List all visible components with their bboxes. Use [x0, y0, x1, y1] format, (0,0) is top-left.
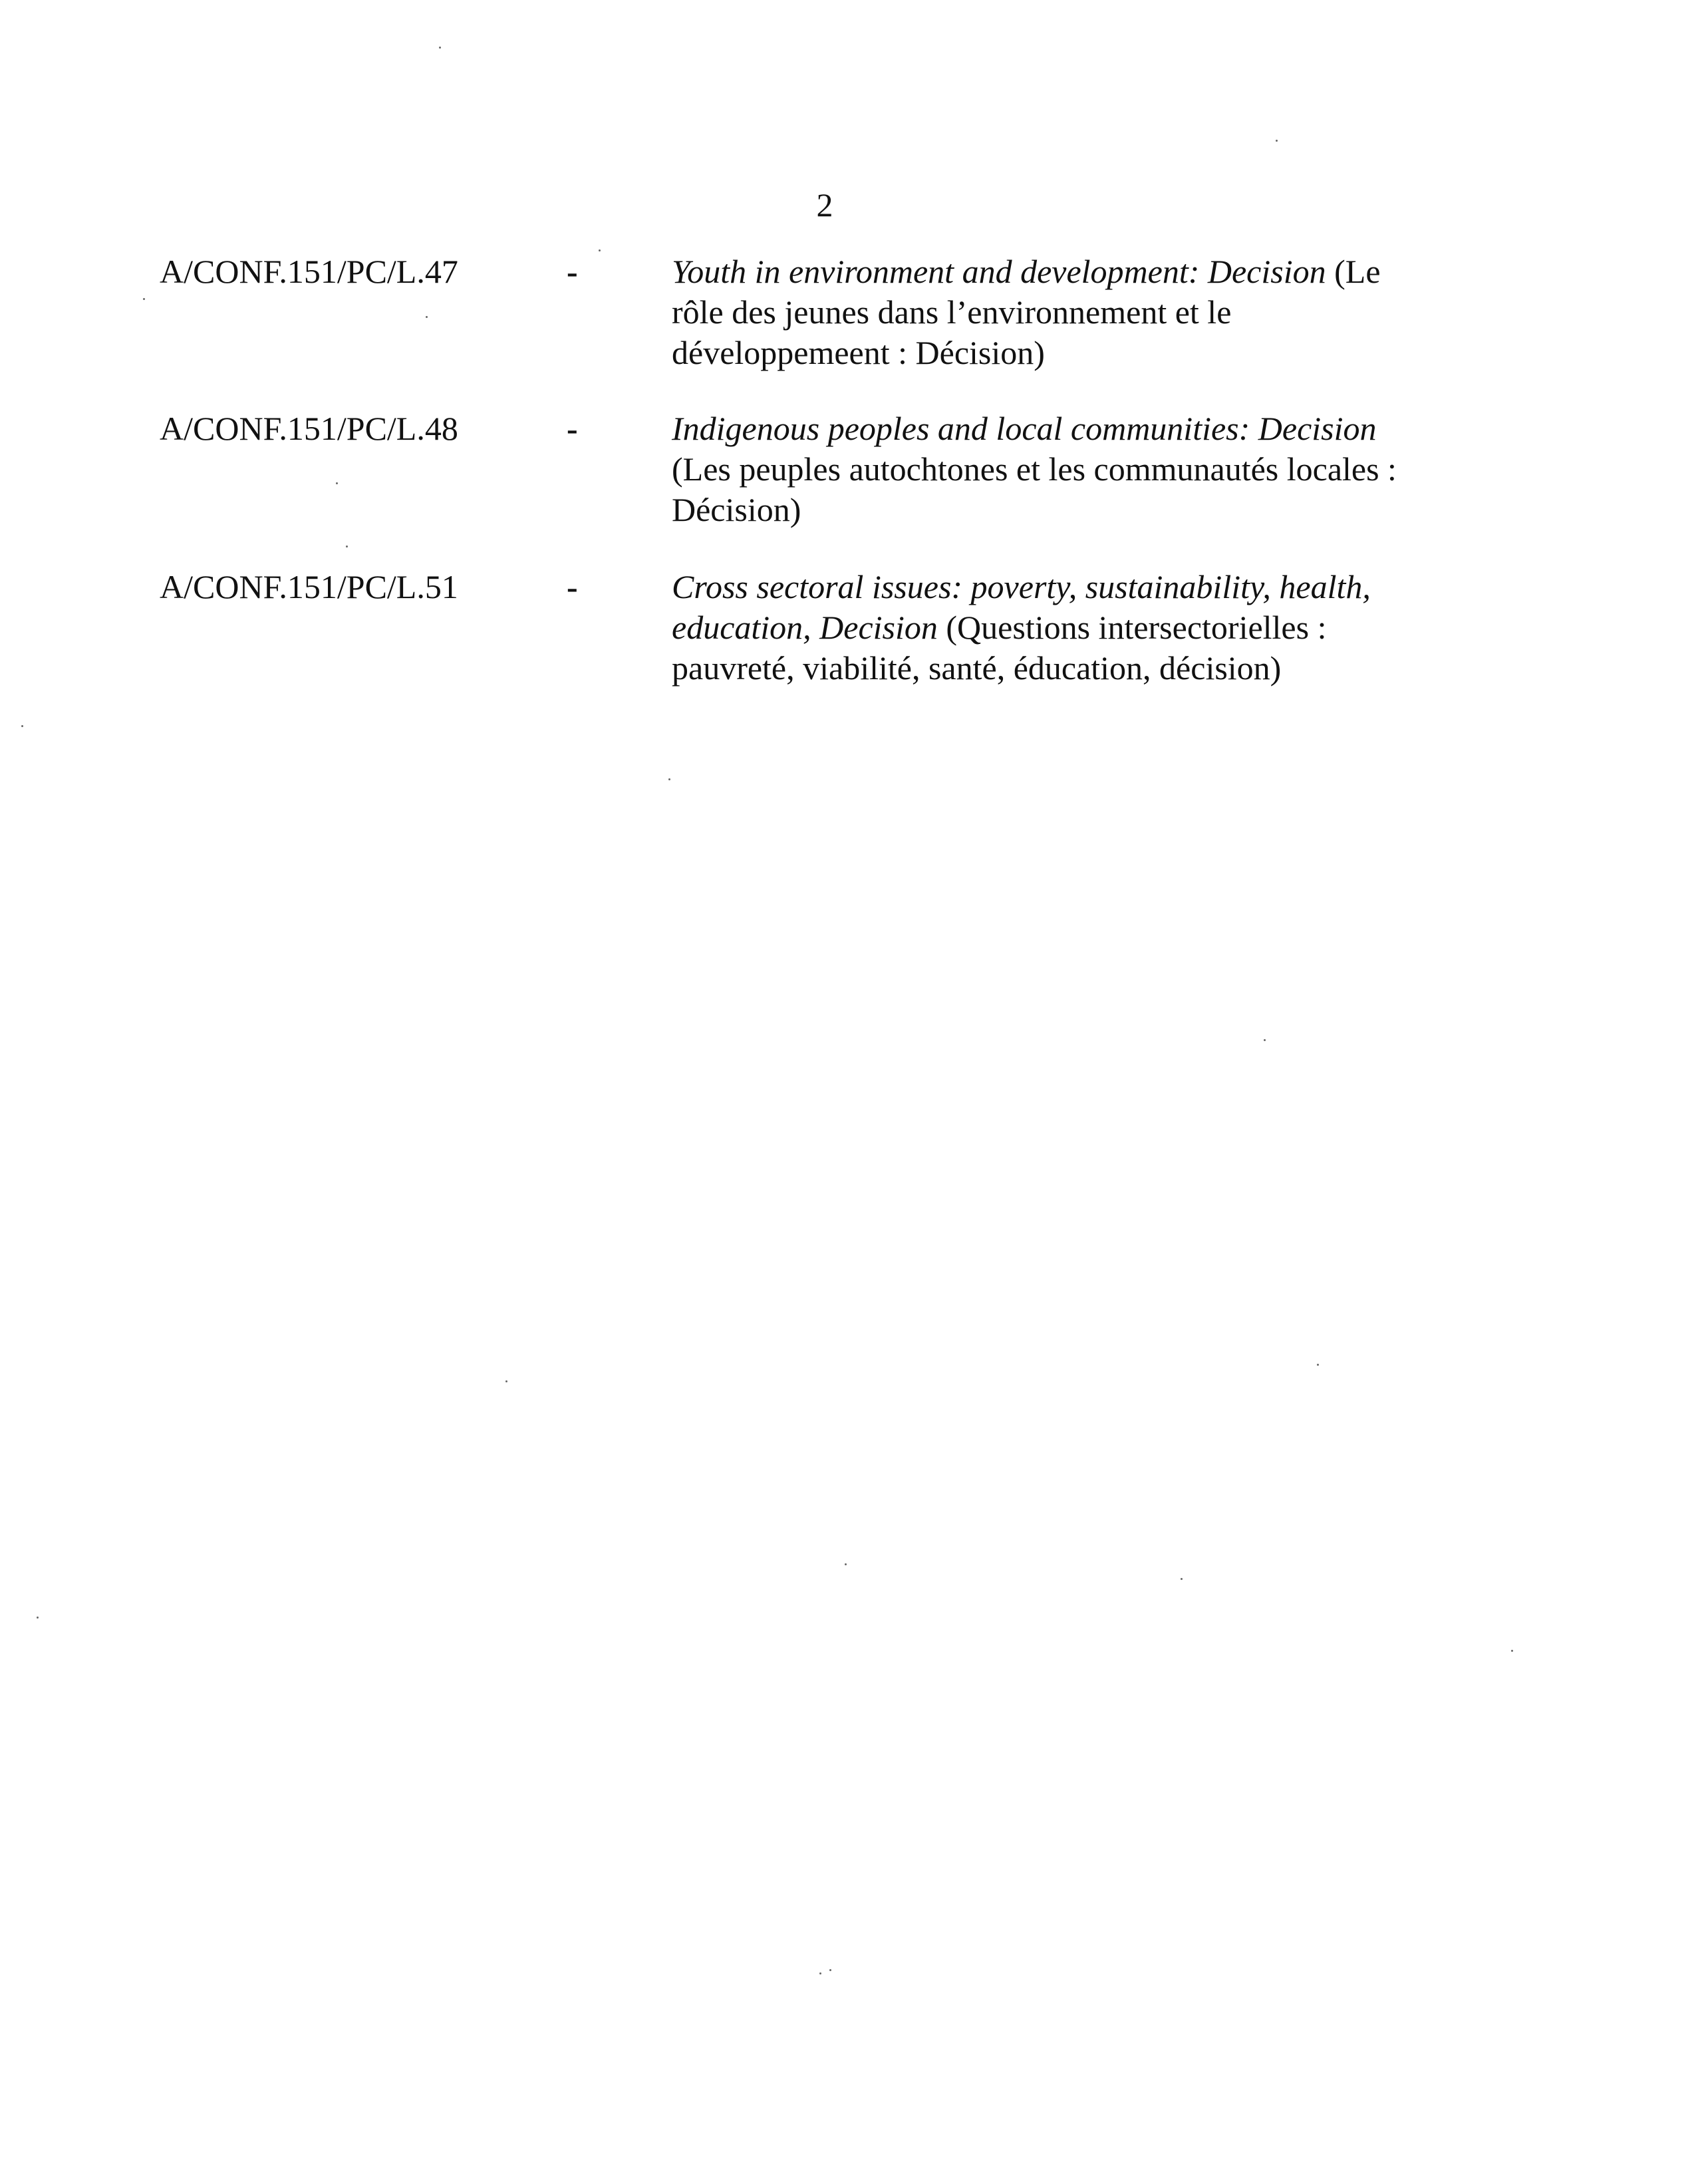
document-title [672, 567, 1503, 689]
document-title [672, 408, 1503, 530]
scan-speck [21, 725, 23, 727]
scan-speck [426, 316, 428, 318]
title-english-line: education, Decision [672, 609, 938, 646]
entry-dash: - [567, 253, 578, 290]
document-symbol: A/CONF.151/PC/L.51 [160, 568, 458, 605]
title-english: Youth in environment and development: Decision [672, 253, 1326, 290]
title-french-line: développemeent : Décision) [672, 334, 1045, 371]
entry-dash: - [567, 568, 578, 605]
scan-speck [1317, 1364, 1319, 1366]
scan-speck [1511, 1650, 1513, 1652]
scan-speck [1264, 1039, 1266, 1041]
scan-speck [346, 546, 348, 547]
scan-speck [505, 1380, 507, 1382]
title-english: Indigenous peoples and local communities: Decision [672, 410, 1377, 447]
scan-speck [599, 249, 601, 251]
title-french-line: rôle des jeunes dans l’environnement et le [672, 293, 1232, 331]
entry-dash: - [567, 410, 578, 447]
title-english-line: Cross sectoral issues: poverty, sustainability, health, [672, 568, 1371, 605]
title-french-line: pauvreté, viabilité, santé, éducation, décision) [672, 649, 1282, 687]
scan-speck [845, 1563, 847, 1565]
title-french: (Questions intersectorielles : [946, 609, 1327, 646]
scan-speck [819, 1972, 821, 1974]
scan-speck [829, 1969, 831, 1971]
scan-speck [668, 778, 670, 780]
title-french: (Le [1334, 253, 1381, 290]
scan-speck [336, 482, 338, 484]
binding-hole-strip [1623, 0, 1696, 2184]
scan-speck [1276, 140, 1278, 142]
title-french-line: (Les peuples autochtones et les communautés locales : [672, 450, 1397, 488]
document-title [672, 251, 1503, 373]
scan-speck [143, 298, 145, 300]
document-symbol: A/CONF.151/PC/L.47 [160, 253, 458, 290]
document-symbol: A/CONF.151/PC/L.48 [160, 410, 458, 447]
title-french-line: Décision) [672, 491, 801, 528]
scan-speck [439, 47, 441, 49]
page-number: 2 [816, 186, 833, 224]
scan-speck [1181, 1578, 1183, 1580]
scan-speck [37, 1617, 39, 1619]
